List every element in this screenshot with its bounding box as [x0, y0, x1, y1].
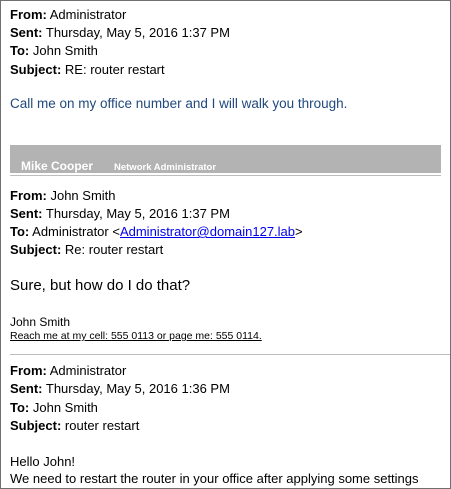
msg3-sent-value: Thursday, May 5, 2016 1:36 PM: [45, 381, 230, 396]
msg1-from-value: Administrator: [49, 7, 127, 22]
msg3-greeting: Hello John!: [10, 454, 76, 469]
msg2-from-value: John Smith: [50, 188, 116, 203]
msg3-subject-line: [10, 416, 139, 435]
msg2-subject-line: [10, 240, 163, 259]
msg2-to-prefix: Administrator <: [32, 224, 120, 239]
message-divider: [10, 354, 451, 355]
subject-label: Subject:: [10, 418, 62, 433]
sent-label: Sent:: [10, 25, 43, 40]
msg1-to-line: [10, 41, 98, 60]
msg3-sent-line: [10, 379, 230, 398]
recipient-email-link[interactable]: Administrator@domain127.lab: [119, 224, 296, 239]
msg2-signature-name: John Smith: [10, 315, 71, 329]
msg1-subject-line: [10, 60, 165, 79]
subject-label: Subject:: [10, 62, 62, 77]
msg2-sent-line: [10, 204, 230, 223]
msg3-subject-value: router restart: [64, 418, 140, 433]
msg2-to-suffix: >: [295, 224, 303, 239]
msg1-sent-line: [10, 23, 230, 42]
signature-name: Mike Cooper: [21, 159, 94, 173]
msg1-to-value: John Smith: [32, 43, 98, 58]
msg1-from-line: [10, 5, 126, 24]
from-label: From:: [10, 363, 47, 378]
msg2-from-line: [10, 186, 116, 205]
msg1-signature-banner: [10, 145, 441, 173]
msg2-to-line: [10, 222, 303, 241]
to-label: To:: [10, 43, 30, 58]
message-divider: [10, 175, 441, 176]
subject-label: Subject:: [10, 242, 62, 257]
from-label: From:: [10, 7, 47, 22]
msg3-to-line: [10, 398, 98, 417]
msg3-body: We need to restart the router in your office after applying some settings: [10, 471, 419, 486]
msg2-sent-value: Thursday, May 5, 2016 1:37 PM: [45, 206, 230, 221]
msg3-from-line: [10, 361, 126, 380]
msg1-sent-value: Thursday, May 5, 2016 1:37 PM: [45, 25, 230, 40]
msg1-body: Call me on my office number and I will walk you through.: [10, 96, 348, 111]
msg2-signature-contact: Reach me at my cell: 555 0113 or page me: 555 0114.: [10, 330, 262, 342]
msg2-subject-value: Re: router restart: [64, 242, 164, 257]
sent-label: Sent:: [10, 381, 43, 396]
msg3-to-value: John Smith: [32, 400, 98, 415]
msg3-from-value: Administrator: [49, 363, 127, 378]
to-label: To:: [10, 400, 30, 415]
to-label: To:: [10, 224, 30, 239]
msg1-subject-value: RE: router restart: [64, 62, 165, 77]
from-label: From:: [10, 188, 47, 203]
signature-title: Network Administrator: [114, 162, 217, 173]
msg2-body: Sure, but how do I do that?: [10, 277, 191, 294]
sent-label: Sent:: [10, 206, 43, 221]
